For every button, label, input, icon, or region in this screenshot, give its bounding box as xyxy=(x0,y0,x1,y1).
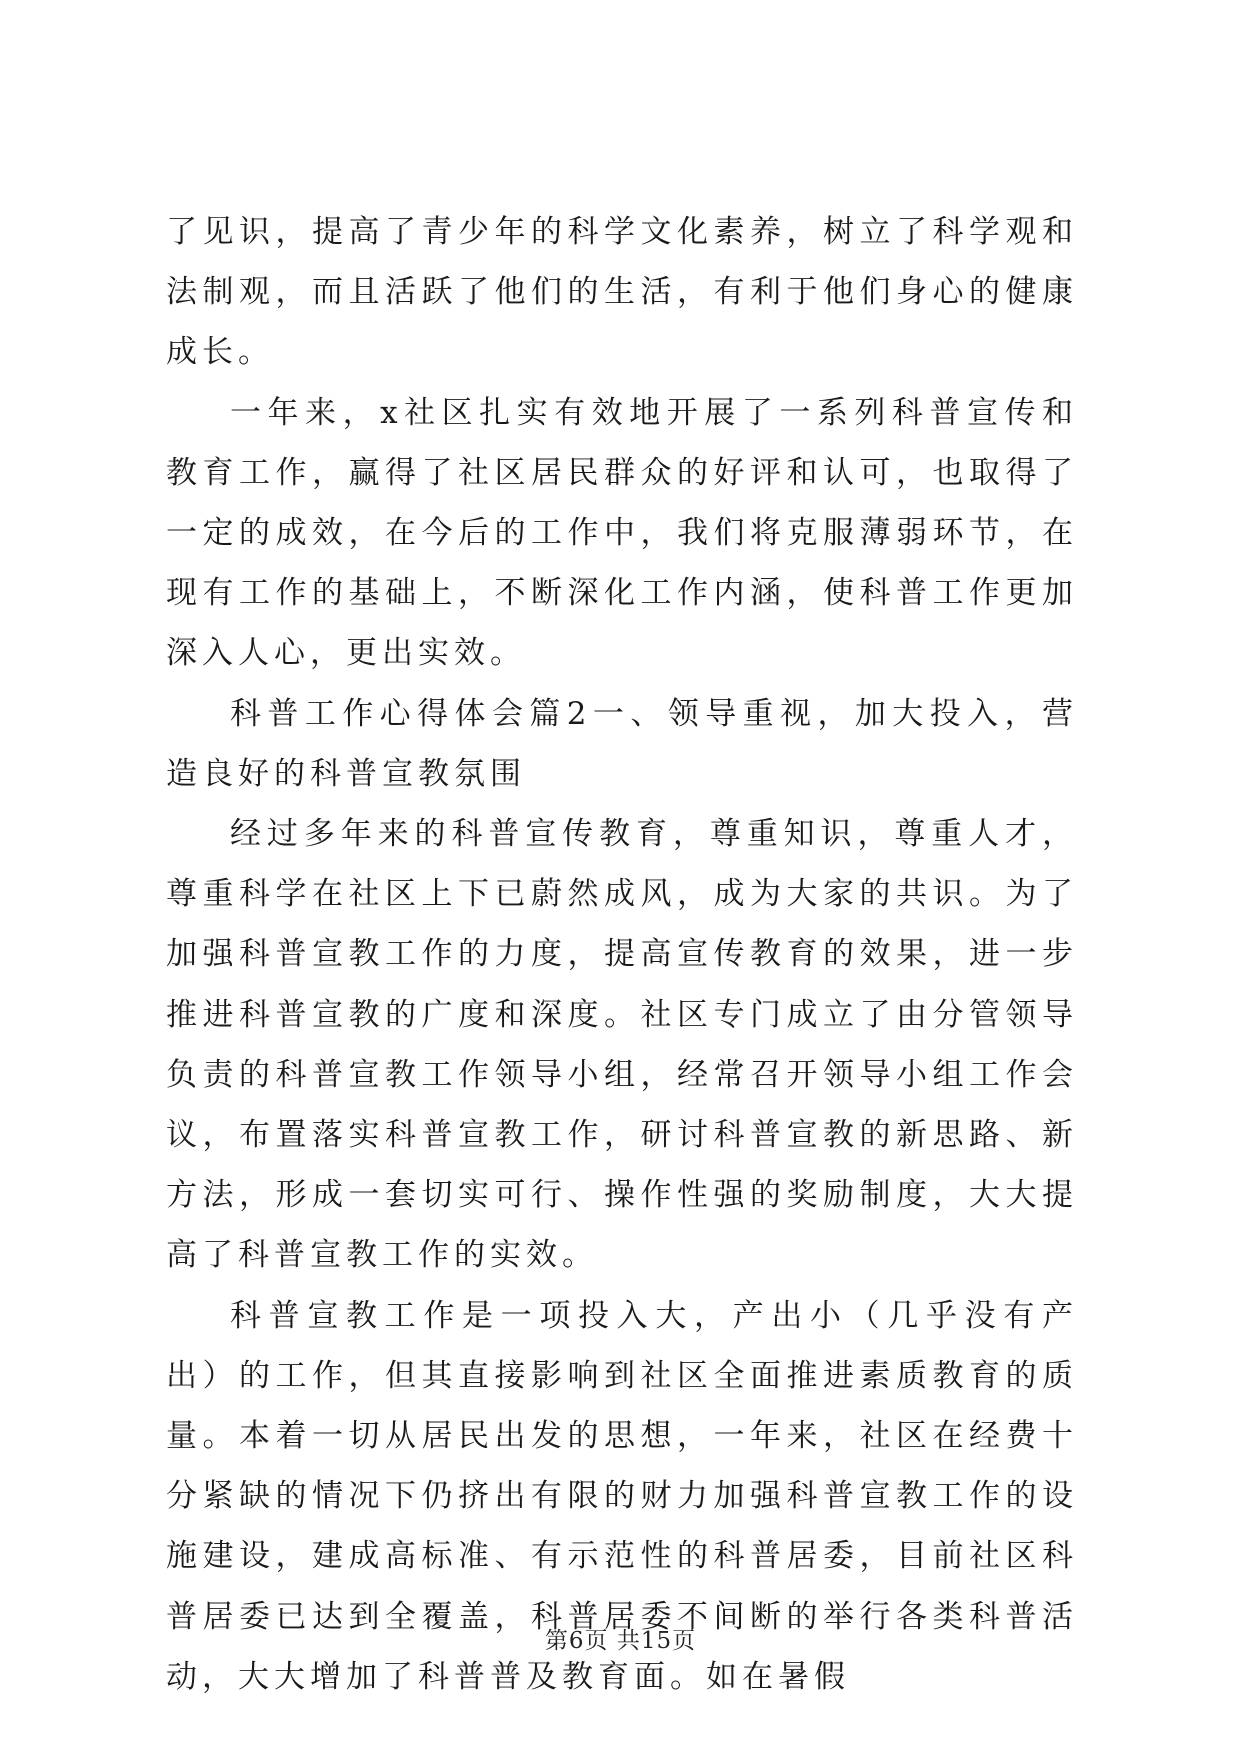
paragraph: 经过多年来的科普宣传教育，尊重知识，尊重人才，尊重科学在社区上下已蔚然成风，成为大家的共识。为了加强科普宣教工作的力度，提高宣传教育的效果，进一步推进科普宣教的广度和深度。社区专门成立了由分管领导负责的科普宣教工作领导小组，经常召开领导小组工作会议，布置落实科普宣教工作，研讨科普宣教的新思路、新方法，形成一套切实可行、操作性强的奖励制度，大大提高了科普宣教工作的实效。 xyxy=(166,816,1078,1274)
page-footer: 第6页 共15页 xyxy=(544,1628,697,1654)
section-heading-paragraph: 科普工作心得体会篇2一、领导重视，加大投入，营造良好的科普宣教氛围 xyxy=(166,695,1078,792)
paragraph: 一年来，x社区扎实有效地开展了一系列科普宣传和教育工作，赢得了社区居民群众的好评和认可，也取得了一定的成效，在今后的工作中，我们将克服薄弱环节，在现有工作的基础上，不断深化工作内涵，使科普工作更加深入人心，更出实效。 xyxy=(166,394,1078,672)
paragraph: 科普宣教工作是一项投入大，产出小（几乎没有产出）的工作，但其直接影响到社区全面推进素质教育的质量。本着一切从居民出发的思想，一年来，社区在经费十分紧缺的情况下仍挤出有限的财力加强科普宣教工作的设施建设，建成高标准、有示范性的科普居委，目前社区科普居委已达到全覆盖，科普居委不间断的举行各类科普活动，大大增加了科普普及教育面。如在暑假 xyxy=(166,1297,1078,1695)
paragraph-continuation: 了见识，提高了青少年的科学文化素养，树立了科学观和法制观，而且活跃了他们的生活，有利于他们身心的健康成长。 xyxy=(166,214,1078,371)
body-text xyxy=(166,202,1078,1707)
